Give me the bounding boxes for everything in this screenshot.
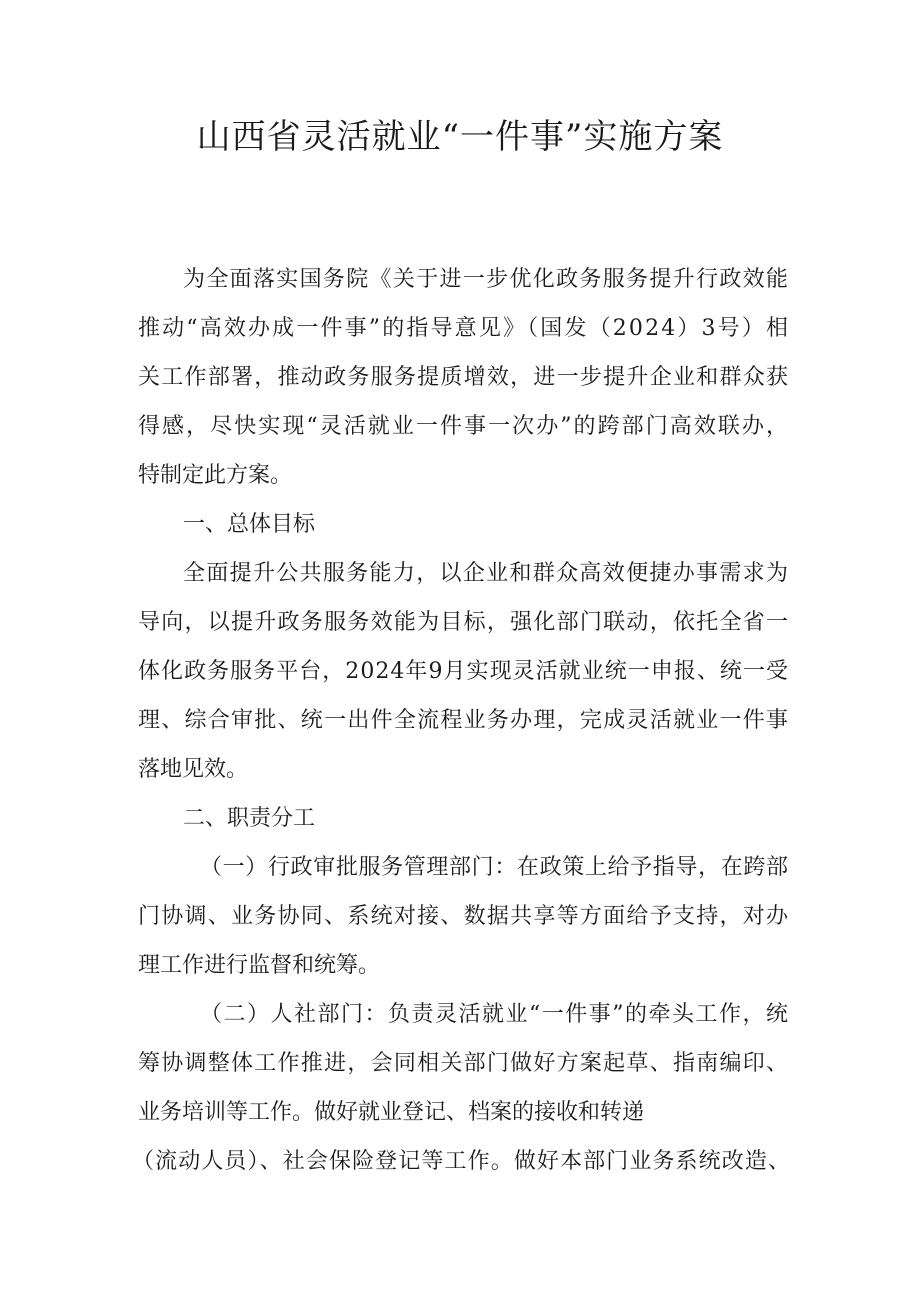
paragraph-hrss-line-1: （二）人社部门：负责灵活就业“一件事”的牵头工作，统 xyxy=(200,1002,790,1027)
paragraph-intro-line-1: 为全面落实国务院《关于进一步优化政务服务提升行政效能 xyxy=(183,267,790,292)
paragraph-hrss-line-3: 业务培训等工作。做好就业登记、档案的接收和转递 xyxy=(138,1100,645,1125)
section-heading-responsibilities: 二、职责分工 xyxy=(183,806,316,831)
paragraph-goal-line-1: 全面提升公共服务能力，以企业和群众高效便捷办事需求为 xyxy=(183,561,790,586)
paragraph-intro-line-4: 得感，尽快实现“灵活就业一件事一次办”的跨部门高效联办， xyxy=(138,414,791,439)
paragraph-intro-line-3: 关工作部署，推动政务服务提质增效，进一步提升企业和群众获 xyxy=(138,365,790,390)
paragraph-admin-line-2: 门协调、业务协同、系统对接、数据共享等方面给予支持，对办 xyxy=(138,904,790,929)
paragraph-intro-line-5: 特制定此方案。 xyxy=(138,463,293,488)
paragraph-goal-line-3: 体化政务服务平台，2024年9月实现灵活就业统一申报、统一受 xyxy=(138,659,790,684)
paragraph-hrss-line-4: （流动人员）、社会保险登记等工作。做好本部门业务系统改造、 xyxy=(132,1149,792,1174)
paragraph-admin-line-1: （一）行政审批服务管理部门：在政策上给予指导，在跨部 xyxy=(200,855,789,880)
paragraph-goal-line-2: 导向，以提升政务服务效能为目标，强化部门联动，依托全省一 xyxy=(138,610,790,635)
paragraph-hrss-line-2: 筹协调整体工作推进，会同相关部门做好方案起草、指南编印、 xyxy=(138,1051,790,1076)
paragraph-goal-line-4: 理、综合审批、统一出件全流程业务办理，完成灵活就业一件事 xyxy=(138,708,790,733)
section-heading-overall-goal: 一、总体目标 xyxy=(183,512,316,537)
paragraph-admin-line-3: 理工作进行监督和统筹。 xyxy=(138,953,381,978)
paragraph-goal-line-5: 落地见效。 xyxy=(138,757,249,782)
paragraph-intro-line-2: 推动“高效办成一件事”的指导意见》（国发（2024）3号）相 xyxy=(138,316,791,341)
document-title: 山西省灵活就业“一件事”实施方案 xyxy=(196,117,724,157)
